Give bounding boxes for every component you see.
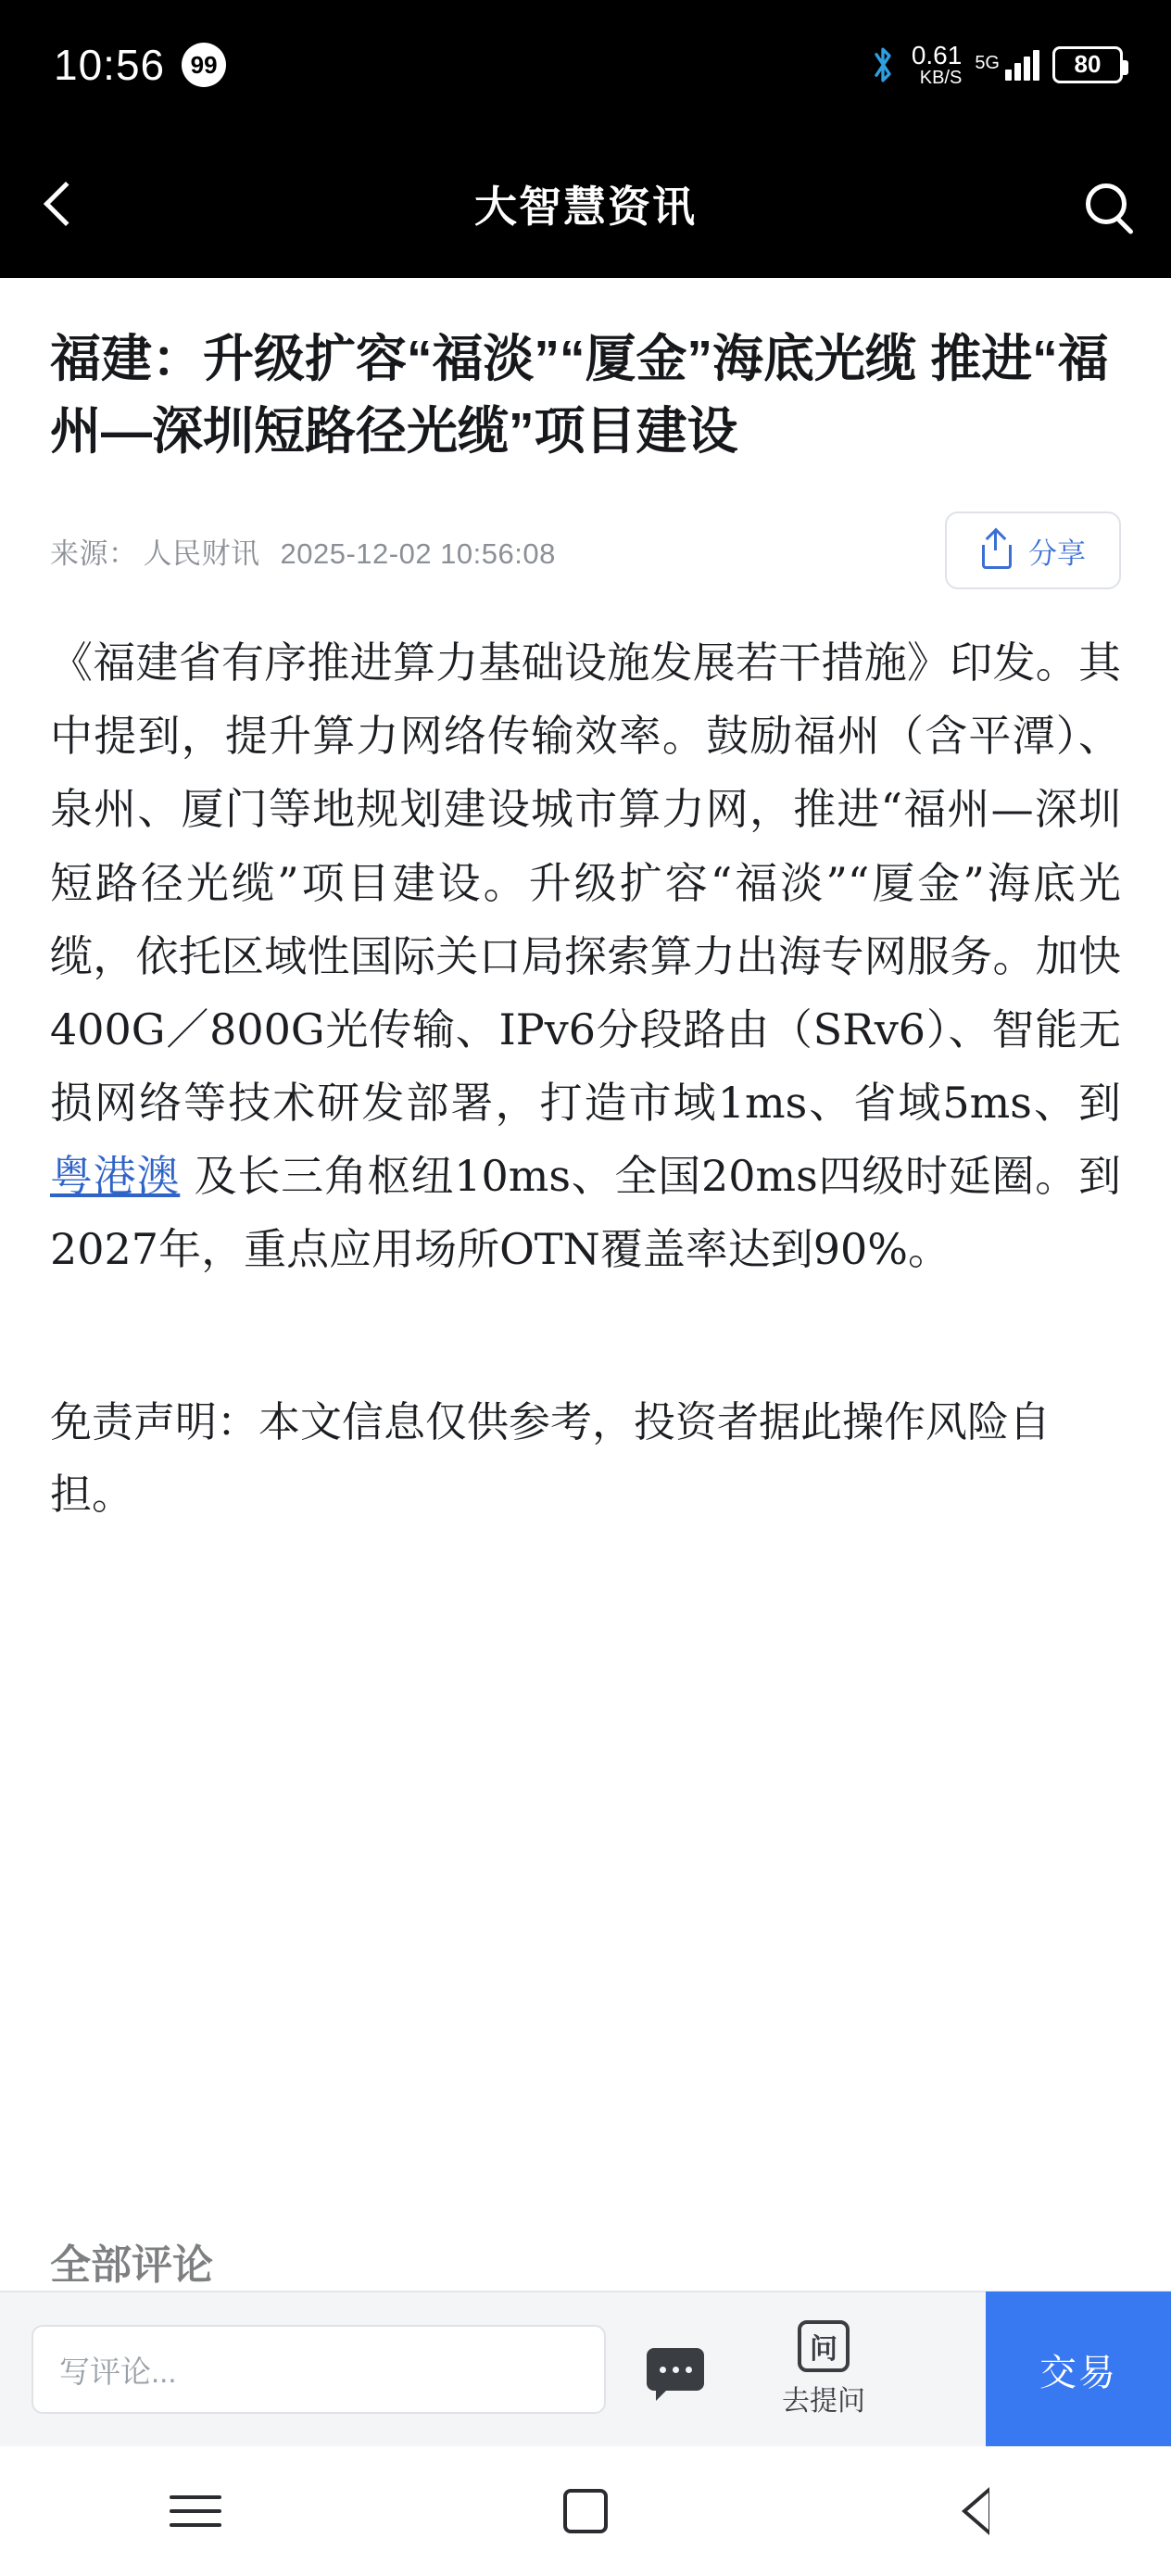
back-chevron-icon [44, 182, 88, 226]
comment-input[interactable]: 写评论... [31, 2325, 606, 2414]
status-bar [0, 0, 1171, 130]
nav-home-button[interactable] [493, 2446, 678, 2576]
article-disclaimer: 免责声明：本文信息仅供参考，投资者据此操作风险自担。 [50, 1397, 1051, 1519]
status-time: 10:56 [54, 41, 166, 89]
nav-recents-button[interactable] [103, 2446, 288, 2576]
trade-button[interactable]: 交易 [986, 2292, 1171, 2447]
share-label: 分享 [1028, 537, 1086, 570]
network-speed [912, 42, 963, 88]
ask-question-button[interactable] [745, 2320, 902, 2418]
system-nav-bar [0, 2446, 1171, 2576]
source-label: 来源： [50, 537, 138, 570]
bottom-action-bar [0, 2291, 1171, 2446]
ask-question-label: 去提问 [782, 2386, 865, 2417]
comments-section-title: 全部评论 [50, 2242, 213, 2288]
home-square-icon [563, 2489, 608, 2533]
article-meta-row [50, 506, 1121, 595]
article-meta [50, 530, 556, 572]
comments-button[interactable] [606, 2348, 745, 2391]
network-speed-unit: KB/S [919, 68, 963, 89]
source-name: 人民财讯 [143, 537, 260, 570]
battery-indicator: 80 [1052, 46, 1123, 83]
bluetooth-icon [867, 45, 899, 84]
status-bar-left [54, 40, 226, 90]
menu-recents-icon [170, 2495, 221, 2527]
network-type-label: 5G [975, 52, 1000, 73]
app-header [0, 130, 1171, 278]
back-button[interactable] [0, 130, 120, 278]
search-icon [1086, 183, 1127, 224]
ask-icon: 问 [798, 2320, 850, 2372]
signal-bars-icon [1005, 49, 1039, 81]
article-body [50, 626, 1121, 1286]
article-timestamp: 2025-12-02 10:56:08 [280, 537, 556, 570]
status-bar-right [867, 42, 1123, 88]
share-icon [980, 532, 1017, 569]
comment-bubble-icon [647, 2348, 704, 2391]
article-content [0, 278, 1171, 2291]
share-button[interactable] [945, 511, 1121, 589]
article-headline: 福建：升级扩容“福淡”“厦金”海底光缆 推进“福州—深圳短路径光缆”项目建设 [50, 330, 1109, 461]
back-triangle-icon [962, 2487, 989, 2535]
signal-group [975, 49, 1039, 81]
network-speed-value: 0.61 [911, 40, 963, 69]
nav-back-button[interactable] [883, 2446, 1068, 2576]
page-title: 大智慧资讯 [474, 183, 697, 231]
search-button[interactable] [1041, 130, 1171, 278]
article-body-part1: 《福建省有序推进算力基础设施发展若干措施》印发。其中提到，提升算力网络传输效率。鼓励福州（含平潭）、泉州、厦门等地规划建设城市算力网，推进“福州—深圳短路径光缆”项目建设。升级扩容“福淡”“厦金”海底光缆，依托区域性国际关口局探索算力出海专网服务。加快400G／800G光传输、IPv6分段路由（SRv6）、智能无损网络等技术研发部署，打造市域1ms、省域5ms、到 [50, 638, 1121, 1128]
link-yuegangao[interactable]: 粤港澳 [50, 1150, 181, 1201]
notification-count-badge: 99 [182, 43, 226, 87]
article-body-part2: 及长三角枢纽10ms、全国20ms四级时延圈。到2027年，重点应用场所OTN覆盖率达到90%。 [50, 1150, 1121, 1275]
